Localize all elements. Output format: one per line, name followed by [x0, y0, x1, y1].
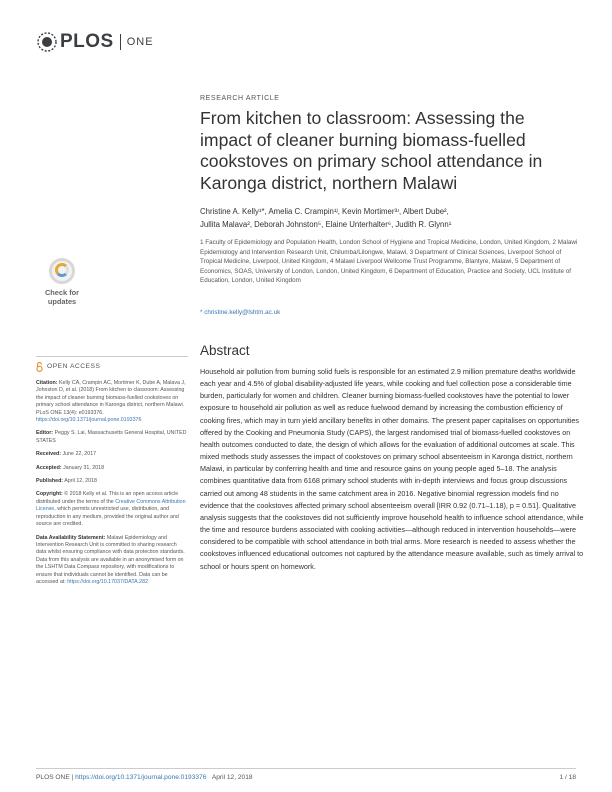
copyright-block: Copyright: © 2018 Kelly et al. This is an open access article distributed under the terms of the Creative Commons Attribution License, which permits unrestricted use, distribution, and reproduction in any medium, provided the original author and source are credited.	[36, 491, 186, 528]
article-title: From kitchen to classroom: Assessing the impact of cleaner burning biomass-fuelled cookstoves on primary school attendance in Karonga district, northern Malawi	[200, 108, 543, 193]
plos-logo-icon	[36, 31, 58, 53]
logo-divider	[120, 34, 121, 50]
footer-journal: PLOS ONE	[36, 774, 70, 781]
received-date: Received: June 22, 2017	[36, 451, 97, 458]
plos-one-logo	[36, 30, 154, 54]
abstract-text: Household air pollution from burning solid fuels is responsible for an estimated 2.9 million premature deaths worldwide each year and 4.5% of global disability-adjusted life years, while cooking and fuel collection pose a considerable time burden, particularly for women and children. Cleaner burning biomass-fuelled cookstoves have the potential to lower exposure to household air pollution as well as reduce fuelwood demand by increasing the combustion efficiency of cooking fires, which may in turn yield ancillary benefits in other domains. The present paper capitalises on opportunities offered by the Cooking and Pneumonia Study (CAPS), the largest randomised trial of biomass-fuelled cookstoves on health outcomes conducted to date, the design of which allows for the evaluation of additional outcomes at scale. This mixed methods study assesses the impact of cookstoves on primary school absenteeism in Karonga district, northern Malawi, in particular by conferring health and time and resource gains on young people aged 5–18. The analysis combines quantitative data from 6168 primary school students with in-depth interviews and focus group discussions carried out among 48 students in the same catchment area in 2016. Negative binomial regression models find no evidence that the cookstoves affected primary school absenteeism overall [IRR 0.92 (0.71–1.18), p = 0.51]. Qualitative analysis suggests that the cookstoves did not sufficiently improve household health to influence school attendance, while the time and resource burdens associated with cooking activities—although reduced in intervention households—were considered to be compatible with school attendance in both trial arms. More research is needed to assess whether the cookstoves influenced educational outcomes not captured by the attendance measure available, such as timely arrival to school or hours spent on homework.	[200, 367, 584, 571]
data-availability-block: Data Availability Statement: Malawi Epidemiology and Intervention Research Unit is committed to sharing research data whilst ensuring compliance with data protection standards. Data from this analysis are available in an anonymised form on the LSHTM Data Compass repository, with modifications to ensure that individuals cannot be identified. Data can be accessed at: https://doi.org/10.17037/DATA.282	[36, 534, 185, 585]
open-access-badge: OPEN ACCESS	[36, 362, 188, 372]
footer-date: April 12, 2018	[211, 774, 253, 781]
logo-plos-text: PLOS	[60, 31, 114, 52]
accepted-date: Accepted: January 31, 2018	[36, 464, 105, 471]
check-updates-icon	[49, 258, 75, 284]
published-date: Published: April 12, 2018	[36, 478, 97, 485]
data-doi-link[interactable]: https://doi.org/10.17037/DATA.282	[67, 578, 149, 585]
author-list	[200, 206, 580, 231]
footer-separator: |	[69, 774, 76, 781]
citation-block: Citation: Kelly CA, Crampin AC, Mortimer K, Dube A, Malava J, Johnston D, et al. (2018) From kitchen to classroom: Assessing the impact of cleaner burning biomass-fuelled cookstoves on primary school attendance in Karonga district, northern Malawi. PLoS ONE 13(4): e0193376. https://doi.org/10.1371/journal.pone.0193376	[36, 380, 186, 424]
sidebar-divider	[36, 356, 188, 357]
open-lock-icon	[36, 362, 43, 372]
footer-doi-link[interactable]: https://doi.org/10.1371/journal.pone.0193376	[75, 774, 207, 781]
authors-line-2: Jullita Malava², Deborah Johnston⁵, Elaine Unterhalter⁶, Judith R. Glynn¹	[200, 219, 452, 229]
cc-license-link[interactable]: Creative Commons Attribution License	[36, 498, 186, 513]
authors-line-1: Christine A. Kelly¹*, Amelia C. Crampin¹ʲ, Kevin Mortimer³ʴ, Albert Dube²,	[200, 207, 449, 216]
footer-divider	[36, 768, 576, 769]
article-info-sidebar	[36, 360, 188, 592]
abstract-heading: Abstract	[200, 343, 250, 358]
check-for-updates-button[interactable]	[38, 258, 86, 320]
logo-one-text: ONE	[126, 36, 154, 48]
check-updates-label: Check for updates	[44, 288, 80, 306]
page-number: 1 / 18	[559, 774, 576, 781]
article-type-label: RESEARCH ARTICLE	[200, 95, 280, 102]
editor-block: Editor: Peggy S. Lai, Massachusetts General Hospital, UNITED STATES	[36, 430, 187, 444]
corresponding-email-link[interactable]: * christine.kelly@lshtm.ac.uk	[200, 309, 281, 316]
citation-doi-link[interactable]: https://doi.org/10.1371/journal.pone.0193376	[36, 417, 142, 424]
page-footer	[36, 774, 576, 781]
affiliations: 1 Faculty of Epidemiology and Population Health, London School of Hygiene and Tropical Medicine, London, United Kingdom, 2 Malawi Epidemiology and Intervention Research Unit, Chilumba/Lilongwe, Malawi, 3 Department of Clinical Sciences, Liverpool School of Tropical Medicine, Liverpool, United Kingdom, 4 Malawi Liverpool Wellcome Trust Programme, Blantyre, Malawi, 5 Department of Economics, SOAS, University of London, London, United Kingdom, 6 Department of Education, Practice and Society, UCL Institute of Education, London, United Kingdom	[200, 239, 578, 284]
